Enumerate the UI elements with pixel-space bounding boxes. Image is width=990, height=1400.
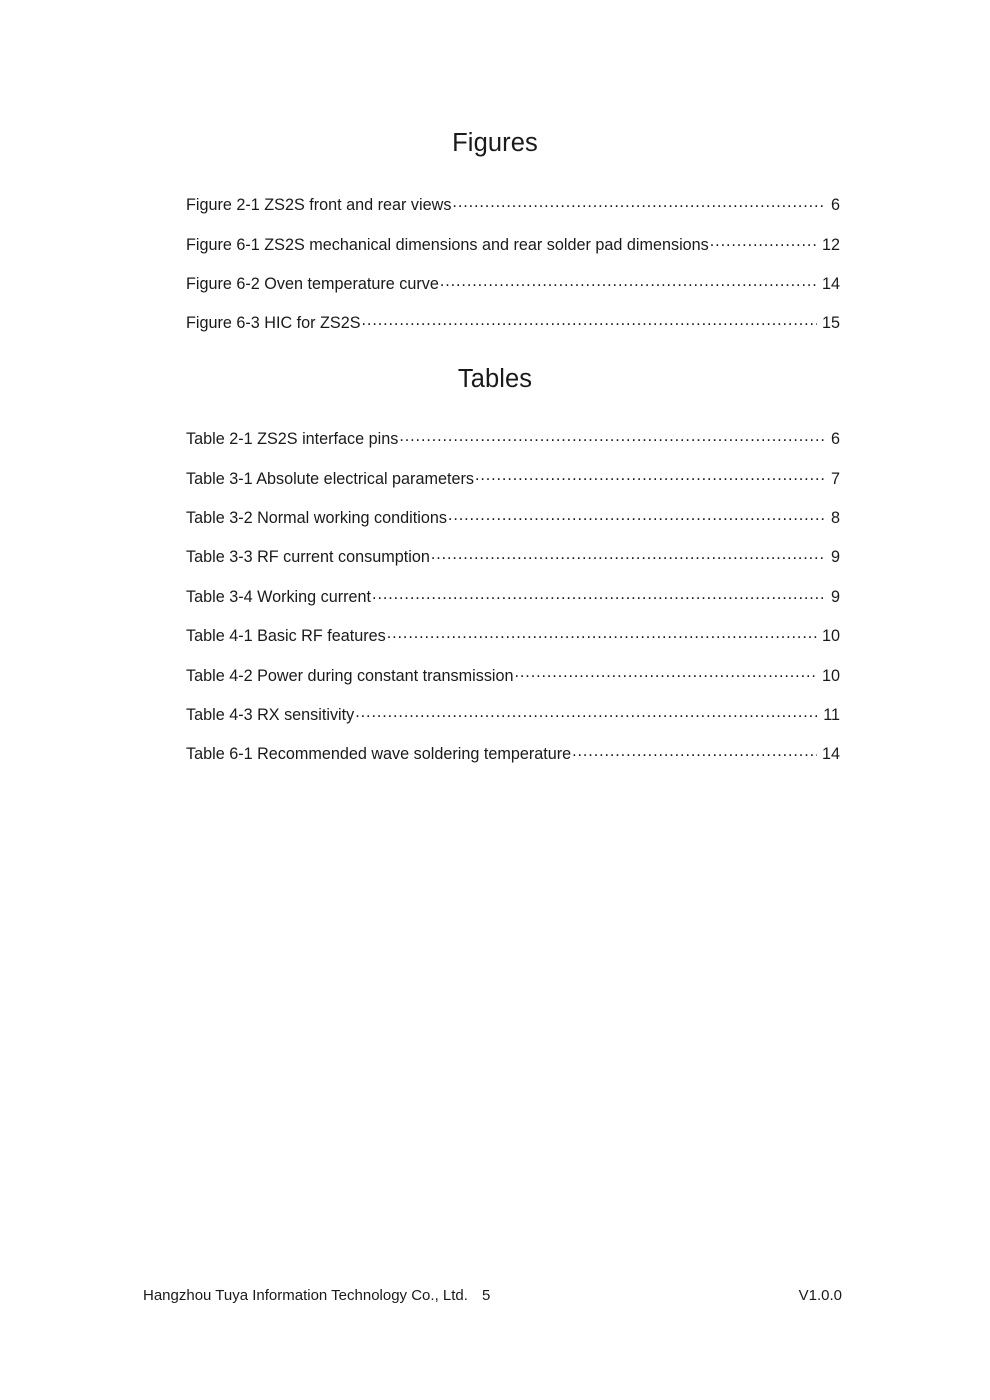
footer-version: V1.0.0 bbox=[798, 1287, 842, 1304]
table-entry-title: Table 2-1 ZS2S interface pins bbox=[186, 430, 399, 449]
table-entry-page-number: 11 bbox=[823, 705, 840, 724]
table-entry[interactable] bbox=[186, 743, 840, 782]
table-entry-page-number: 8 bbox=[830, 508, 840, 527]
dot-leader bbox=[431, 546, 826, 562]
figure-entry-page-number: 6 bbox=[830, 196, 840, 215]
table-entry[interactable] bbox=[186, 467, 840, 506]
dot-leader bbox=[355, 704, 818, 720]
dot-leader bbox=[440, 273, 817, 289]
table-entry-title: Table 3-2 Normal working conditions bbox=[186, 508, 447, 527]
table-entry-title: Table 4-3 RX sensitivity bbox=[186, 705, 355, 724]
table-entry[interactable] bbox=[186, 428, 840, 467]
figure-entry-page-number: 15 bbox=[821, 314, 840, 333]
table-entry-title: Table 3-1 Absolute electrical parameters bbox=[186, 469, 474, 488]
dot-leader bbox=[452, 194, 826, 210]
table-entry-page-number: 10 bbox=[821, 627, 840, 646]
footer-page-number: 5 bbox=[481, 1287, 491, 1304]
figure-entry-title: Figure 6-2 Oven temperature curve bbox=[186, 274, 439, 293]
dot-leader bbox=[399, 428, 826, 444]
footer-left-group bbox=[143, 1286, 490, 1306]
figure-entry-title: Figure 2-1 ZS2S front and rear views bbox=[186, 196, 452, 215]
dot-leader bbox=[572, 743, 817, 759]
table-entry-title: Table 6-1 Recommended wave soldering temperature bbox=[186, 745, 572, 764]
table-entry[interactable] bbox=[186, 664, 840, 703]
table-entry-page-number: 10 bbox=[821, 666, 840, 685]
table-entry-title: Table 3-4 Working current bbox=[186, 587, 372, 606]
figure-entry-title: Figure 6-3 HIC for ZS2S bbox=[186, 314, 361, 333]
page-footer bbox=[143, 1286, 842, 1306]
table-entry-title: Table 4-2 Power during constant transmission bbox=[186, 666, 514, 685]
dot-leader bbox=[475, 467, 826, 483]
tables-toc-list bbox=[186, 428, 840, 783]
tables-section-heading: Tables bbox=[457, 365, 533, 393]
figure-entry[interactable] bbox=[186, 233, 840, 272]
figure-entry[interactable] bbox=[186, 273, 840, 312]
dot-leader bbox=[372, 586, 826, 602]
figures-section-heading-wrap bbox=[186, 131, 840, 157]
dot-leader bbox=[515, 664, 817, 680]
table-entry-page-number: 9 bbox=[830, 587, 840, 606]
table-entry-title: Table 3-3 RF current consumption bbox=[186, 548, 430, 567]
figures-section-heading: Figures bbox=[452, 129, 538, 157]
figure-entry-title: Figure 6-1 ZS2S mechanical dimensions and rear solder pad dimensions bbox=[186, 235, 709, 254]
table-entry-page-number: 7 bbox=[830, 469, 840, 488]
figure-entry[interactable] bbox=[186, 194, 840, 233]
table-entry[interactable] bbox=[186, 507, 840, 546]
figures-toc-list bbox=[186, 194, 840, 352]
footer-company-name: Hangzhou Tuya Information Technology Co., Ltd. bbox=[143, 1287, 468, 1304]
dot-leader bbox=[362, 312, 817, 328]
table-entry[interactable] bbox=[186, 586, 840, 625]
dot-leader bbox=[387, 625, 817, 641]
table-entry-page-number: 9 bbox=[830, 548, 840, 567]
table-entry-page-number: 6 bbox=[830, 430, 840, 449]
table-entry[interactable] bbox=[186, 546, 840, 585]
figure-entry-page-number: 14 bbox=[821, 274, 840, 293]
dot-leader bbox=[710, 233, 817, 249]
table-entry[interactable] bbox=[186, 625, 840, 664]
table-entry-page-number: 14 bbox=[821, 745, 840, 764]
figure-entry[interactable] bbox=[186, 312, 840, 351]
tables-section-heading-wrap bbox=[186, 367, 840, 393]
table-entry-title: Table 4-1 Basic RF features bbox=[186, 627, 386, 646]
figure-entry-page-number: 12 bbox=[821, 235, 840, 254]
table-entry[interactable] bbox=[186, 704, 840, 743]
dot-leader bbox=[448, 507, 826, 523]
